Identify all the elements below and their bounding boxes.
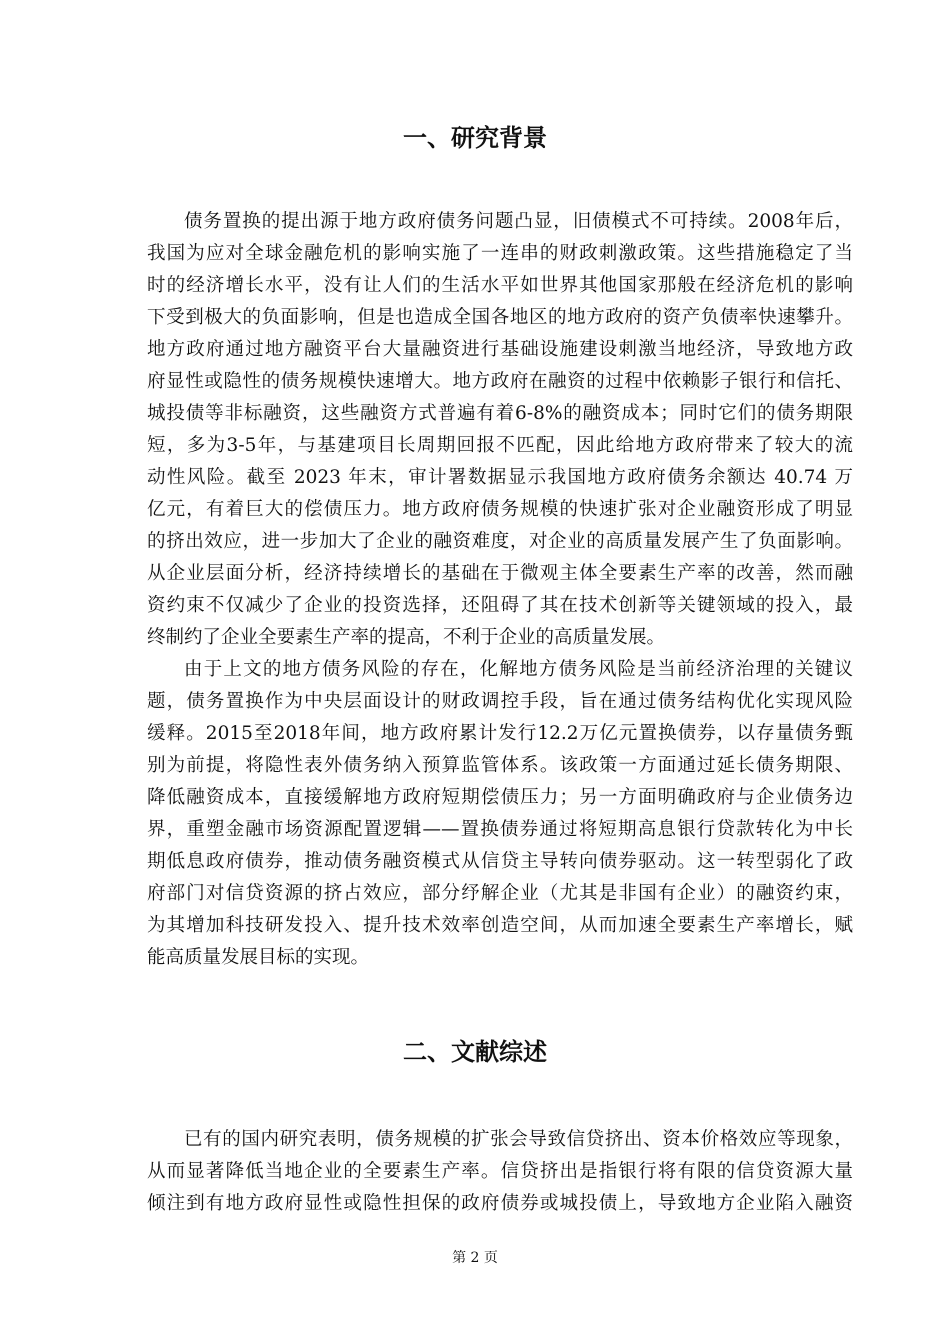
text-line: 界，重塑金融市场资源配置逻辑——置换债券通过将短期高息银行贷款转化为中长 bbox=[147, 819, 853, 840]
text-line: 为其增加科技研发投入、提升技术效率创造空间，从而加速全要素生产率增长，赋 bbox=[147, 915, 853, 936]
text-line: 府显性或隐性的债务规模快速增大。地方政府在融资的过程中依赖影子银行和信托、 bbox=[147, 371, 853, 392]
paragraph-1 bbox=[147, 206, 853, 654]
page-number: 第 2 页 bbox=[452, 1250, 498, 1266]
text-line: 缓释。2015至2018年间，地方政府累计发行12.2万亿元置换债券，以存量债务甄 bbox=[147, 723, 853, 744]
paragraph-2 bbox=[147, 654, 853, 974]
text-line: 已有的国内研究表明，债务规模的扩张会导致信贷挤出、资本价格效应等现象， bbox=[184, 1129, 853, 1150]
text-line: 亿元，有着巨大的偿债压力。地方政府债务规模的快速扩张对企业融资形成了明显 bbox=[147, 499, 853, 520]
text-line: 题，债务置换作为中央层面设计的财政调控手段，旨在通过债务结构优化实现风险 bbox=[147, 691, 853, 712]
text-line: 债务置换的提出源于地方政府债务问题凸显，旧债模式不可持续。2008年后， bbox=[184, 211, 853, 232]
paragraph-3 bbox=[147, 1124, 853, 1220]
text-line: 下受到极大的负面影响，但是也造成全国各地区的地方政府的资产负债率快速攀升。 bbox=[147, 307, 853, 328]
text-line: 别为前提，将隐性表外债务纳入预算监管体系。该政策一方面通过延长债务期限、 bbox=[147, 755, 853, 776]
text-line: 期低息政府债券，推动债务融资模式从信贷主导转向债券驱动。这一转型弱化了政 bbox=[147, 851, 853, 872]
text-line: 城投债等非标融资，这些融资方式普遍有着6-8%的融资成本；同时它们的债务期限 bbox=[147, 403, 853, 424]
text-line: 能高质量发展目标的实现。 bbox=[147, 947, 370, 968]
text-line: 的挤出效应，进一步加大了企业的融资难度，对企业的高质量发展产生了负面影响。 bbox=[147, 531, 853, 552]
text-line: 府部门对信贷资源的挤占效应，部分纾解企业（尤其是非国有企业）的融资约束， bbox=[147, 883, 853, 904]
text-line: 倾注到有地方政府显性或隐性担保的政府债券或城投债上，导致地方企业陷入融资 bbox=[147, 1193, 853, 1214]
text-line: 由于上文的地方债务风险的存在，化解地方债务风险是当前经济治理的关键议 bbox=[184, 659, 853, 680]
text-line: 资约束不仅减少了企业的投资选择，还阻碍了其在技术创新等关键领域的投入，最 bbox=[147, 595, 853, 616]
text-line: 短，多为3-5年，与基建项目长周期回报不匹配，因此给地方政府带来了较大的流 bbox=[147, 435, 853, 456]
text-line: 降低融资成本，直接缓解地方政府短期偿债压力；另一方面明确政府与企业债务边 bbox=[147, 787, 853, 808]
section-heading-literature-review: 二、文献综述 bbox=[403, 1038, 547, 1066]
text-line: 从企业层面分析，经济持续增长的基础在于微观主体全要素生产率的改善，然而融 bbox=[147, 563, 853, 584]
text-line: 从而显著降低当地企业的全要素生产率。信贷挤出是指银行将有限的信贷资源大量 bbox=[147, 1161, 853, 1182]
text-line: 我国为应对全球金融危机的影响实施了一连串的财政刺激政策。这些措施稳定了当 bbox=[147, 243, 853, 264]
text-line: 地方政府通过地方融资平台大量融资进行基础设施建设刺激当地经济，导致地方政 bbox=[147, 339, 853, 360]
text-line: 动性风险。截至 2023 年末，审计署数据显示我国地方政府债务余额达 40.74 万 bbox=[147, 467, 853, 488]
text-line: 时的经济增长水平，没有让人们的生活水平如世界其他国家那般在经济危机的影响 bbox=[147, 275, 853, 296]
text-line: 终制约了企业全要素生产率的提高，不利于企业的高质量发展。 bbox=[147, 627, 666, 648]
section-heading-background: 一、研究背景 bbox=[403, 124, 547, 152]
